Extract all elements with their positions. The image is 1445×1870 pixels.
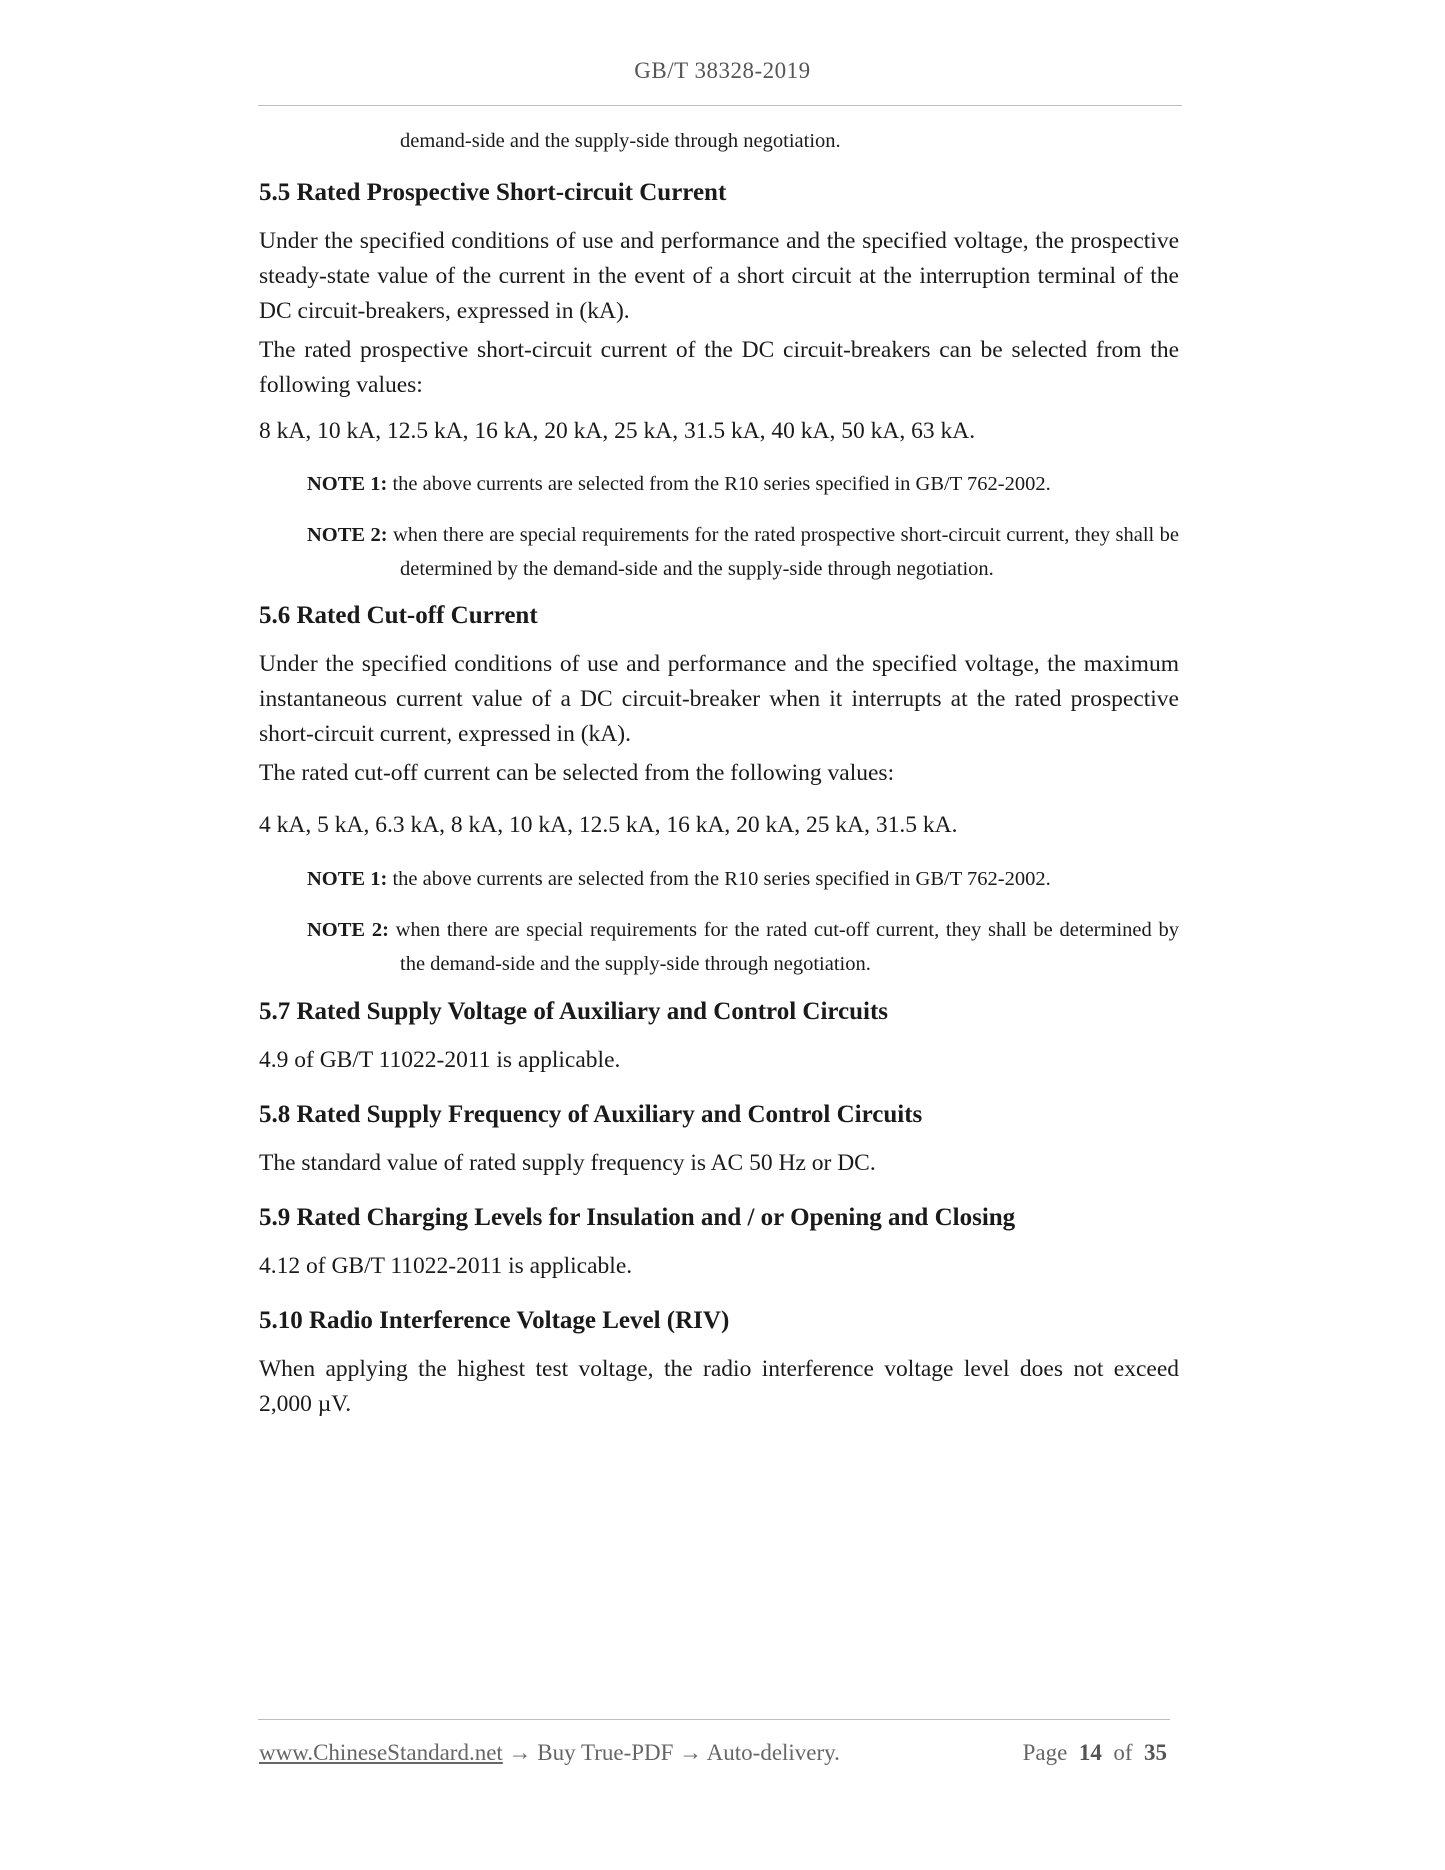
- section-5-6-paragraph-1: Under the specified conditions of use and performance and the specified voltage, the maximum instantaneous current value of a DC circuit-breaker when it interrupts at the rated prospective short-circuit current, expressed in (kA).: [259, 651, 1179, 747]
- section-5-5-note-2: [259, 518, 1179, 586]
- section-5-5-values: 8 kA, 10 kA, 12.5 kA, 16 kA, 20 kA, 25 kA, 31.5 kA, 40 kA, 50 kA, 63 kA.: [259, 418, 976, 444]
- header-divider: [258, 105, 1182, 106]
- section-5-10-paragraph: When applying the highest test voltage, the radio interference voltage level does not exceed 2,000 µV.: [259, 1356, 1179, 1417]
- section-5-6-paragraph-2: The rated cut-off current can be selected from the following values:: [259, 760, 895, 786]
- website-link[interactable]: www.ChineseStandard.net: [259, 1740, 503, 1765]
- current-page: 14: [1078, 1740, 1102, 1765]
- section-5-6-note-1: [259, 862, 1179, 896]
- section-5-6-values: 4 kA, 5 kA, 6.3 kA, 8 kA, 10 kA, 12.5 kA, 16 kA, 20 kA, 25 kA, 31.5 kA.: [259, 812, 958, 838]
- section-5-5-paragraph-2: The rated prospective short-circuit current of the DC circuit-breakers can be selected from the following values:: [259, 337, 1179, 398]
- footer-promo-text: → Buy True-PDF → Auto-delivery.: [502, 1740, 840, 1765]
- note-text: the above currents are selected from the R10 series specified in GB/T 762-2002.: [392, 868, 1051, 890]
- section-5-10-heading: 5.10 Radio Interference Voltage Level (RIV): [259, 1307, 730, 1334]
- note-label: NOTE 2:: [307, 919, 389, 941]
- section-5-6-heading: 5.6 Rated Cut-off Current: [259, 602, 538, 629]
- total-pages: 35: [1144, 1740, 1167, 1765]
- page-number: [1023, 1740, 1167, 1766]
- section-5-5-heading: 5.5 Rated Prospective Short-circuit Current: [259, 179, 727, 206]
- note-text: the above currents are selected from the R10 series specified in GB/T 762-2002.: [392, 473, 1051, 495]
- section-5-8-paragraph: The standard value of rated supply frequency is AC 50 Hz or DC.: [259, 1150, 876, 1176]
- note-label: NOTE 1:: [307, 473, 388, 495]
- footer-divider: [258, 1719, 1170, 1720]
- section-5-6-note-2: [259, 913, 1179, 981]
- section-5-5-note-1: [259, 467, 1179, 501]
- note-label: NOTE 1:: [307, 868, 388, 890]
- section-5-9-paragraph: 4.12 of GB/T 11022-2011 is applicable.: [259, 1253, 633, 1279]
- page-word: Page: [1022, 1740, 1068, 1765]
- of-word: of: [1113, 1740, 1133, 1765]
- section-5-5-paragraph-1: Under the specified conditions of use and performance and the specified voltage, the prospective steady-state value of the current in the event of a short circuit at the interruption terminal of the DC circuit-breakers, expressed in (kA).: [259, 228, 1179, 324]
- section-5-8-heading: 5.8 Rated Supply Frequency of Auxiliary and Control Circuits: [259, 1101, 923, 1128]
- section-5-9-heading: 5.9 Rated Charging Levels for Insulation and / or Opening and Closing: [259, 1204, 1016, 1231]
- note-text: when there are special requirements for the rated cut-off current, they shall be determined by the demand-side and the supply-side through negotiation.: [395, 919, 1179, 975]
- section-5-7-heading: 5.7 Rated Supply Voltage of Auxiliary and Control Circuits: [259, 998, 889, 1025]
- note-text: when there are special requirements for the rated prospective short-circuit current, they shall be determined by the demand-side and the supply-side through negotiation.: [393, 524, 1180, 580]
- note-label: NOTE 2:: [307, 524, 388, 546]
- page-header: GB/T 38328-2019: [634, 58, 811, 83]
- continuation-text: demand-side and the supply-side through negotiation.: [400, 130, 841, 152]
- section-5-7-paragraph: 4.9 of GB/T 11022-2011 is applicable.: [259, 1047, 621, 1073]
- page-footer: [259, 1740, 1171, 1766]
